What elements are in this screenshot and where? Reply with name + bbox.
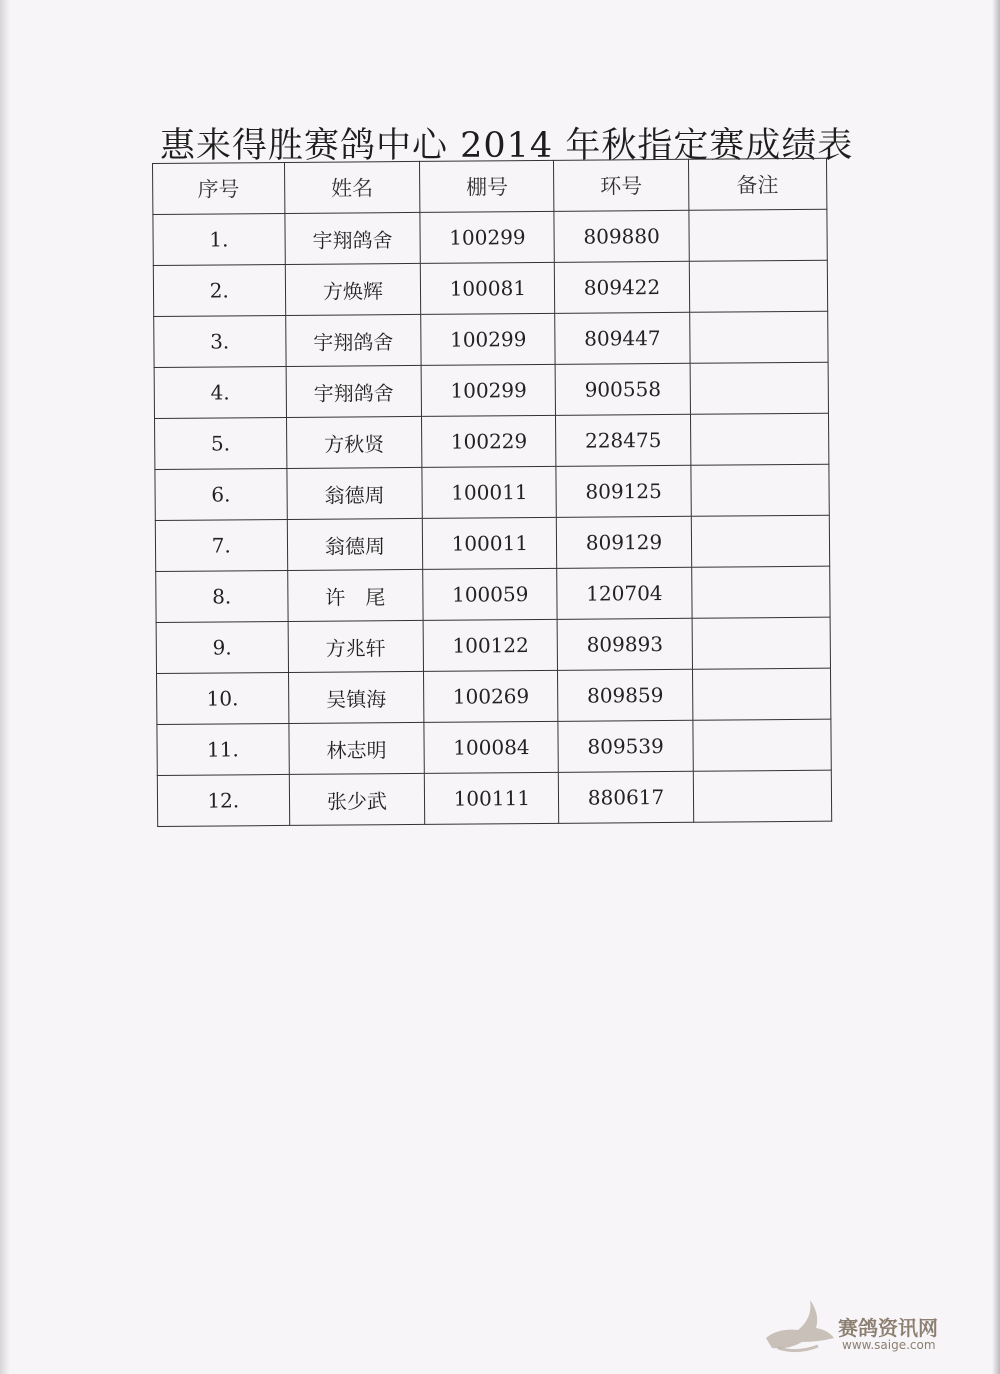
cell-seq: 7. — [155, 519, 287, 571]
cell-name: 翁德周 — [287, 518, 423, 570]
table-row — [154, 311, 828, 367]
cell-note — [693, 770, 832, 822]
cell-ring: 809539 — [558, 720, 693, 772]
cell-seq: 1. — [153, 213, 285, 265]
table-row — [157, 770, 831, 826]
scan-edge-left — [0, 0, 10, 1374]
table-body — [153, 209, 832, 826]
cell-note — [689, 311, 828, 363]
cell-loft: 100011 — [422, 466, 557, 518]
cell-ring: 809447 — [555, 312, 690, 364]
scan-edge-right — [992, 0, 1000, 1374]
cell-seq: 10. — [157, 672, 289, 724]
cell-name: 林志明 — [288, 722, 424, 774]
cell-name: 吴镇海 — [288, 671, 424, 723]
cell-loft: 100011 — [423, 517, 558, 569]
cell-loft: 100084 — [424, 721, 559, 773]
cell-loft: 100059 — [423, 568, 558, 620]
cell-ring: 809422 — [555, 261, 690, 313]
cell-ring: 900558 — [556, 363, 691, 415]
cell-loft: 100269 — [424, 670, 559, 722]
cell-loft: 100299 — [421, 364, 556, 416]
cell-ring: 809893 — [558, 618, 693, 670]
table-row — [154, 362, 828, 418]
cell-name: 宇翔鸽舍 — [285, 314, 421, 366]
cell-ring: 809880 — [554, 210, 689, 262]
cell-seq: 11. — [157, 723, 289, 775]
cell-seq: 2. — [153, 264, 285, 316]
watermark-text: 赛鸽资讯网 — [838, 1316, 938, 1340]
cell-note — [692, 668, 831, 720]
cell-seq: 8. — [156, 570, 288, 622]
cell-name: 方秋贤 — [286, 416, 422, 468]
header-note: 备注 — [688, 158, 827, 210]
cell-name: 宇翔鸽舍 — [286, 365, 422, 417]
cell-ring: 880617 — [559, 771, 694, 823]
cell-ring: 809859 — [558, 669, 693, 721]
header-name: 姓名 — [284, 161, 420, 213]
cell-name: 张少武 — [289, 773, 425, 825]
cell-seq: 6. — [155, 468, 287, 520]
cell-seq: 4. — [154, 366, 286, 418]
cell-note — [689, 209, 828, 261]
cell-note — [691, 464, 830, 516]
cell-loft: 100122 — [423, 619, 558, 671]
watermark-url: www.saige.com — [842, 1338, 936, 1352]
cell-note — [690, 413, 829, 465]
cell-name: 方焕辉 — [285, 263, 421, 315]
results-table — [152, 158, 832, 827]
cell-name: 方兆轩 — [288, 620, 424, 672]
table-row — [155, 413, 829, 469]
cell-seq: 5. — [155, 417, 287, 469]
cell-loft: 100299 — [421, 313, 556, 365]
cell-ring: 120704 — [557, 567, 692, 619]
table-row — [153, 260, 827, 316]
table-row — [155, 515, 829, 571]
table-row — [155, 464, 829, 520]
document-title: 惠来得胜赛鸽中心 2014 年秋指定赛成绩表 — [160, 126, 854, 166]
header-ring: 环号 — [554, 159, 689, 211]
cell-ring: 228475 — [556, 414, 691, 466]
cell-ring: 809129 — [557, 516, 692, 568]
table-row — [156, 617, 830, 673]
cell-note — [692, 617, 831, 669]
cell-loft: 100081 — [421, 262, 556, 314]
table-row — [157, 719, 831, 775]
table-row — [153, 209, 827, 265]
site-watermark — [758, 1298, 978, 1358]
cell-note — [693, 719, 832, 771]
cell-loft: 100111 — [425, 772, 560, 824]
cell-note — [691, 515, 830, 567]
cell-name: 翁德周 — [286, 467, 422, 519]
cell-loft: 100229 — [422, 415, 557, 467]
header-seq: 序号 — [153, 162, 285, 214]
cell-ring: 809125 — [556, 465, 691, 517]
table-header-row — [153, 158, 827, 214]
cell-name: 宇翔鸽舍 — [284, 212, 420, 264]
pigeon-logo-icon — [758, 1298, 838, 1358]
table-row — [157, 668, 831, 724]
cell-loft: 100299 — [420, 211, 555, 263]
cell-seq: 9. — [156, 621, 288, 673]
table-row — [156, 566, 830, 622]
cell-name: 许 尾 — [287, 569, 423, 621]
cell-seq: 12. — [157, 774, 289, 826]
cell-note — [691, 566, 830, 618]
cell-note — [690, 362, 829, 414]
header-loft: 棚号 — [420, 160, 555, 212]
cell-note — [689, 260, 828, 312]
cell-seq: 3. — [154, 315, 286, 367]
